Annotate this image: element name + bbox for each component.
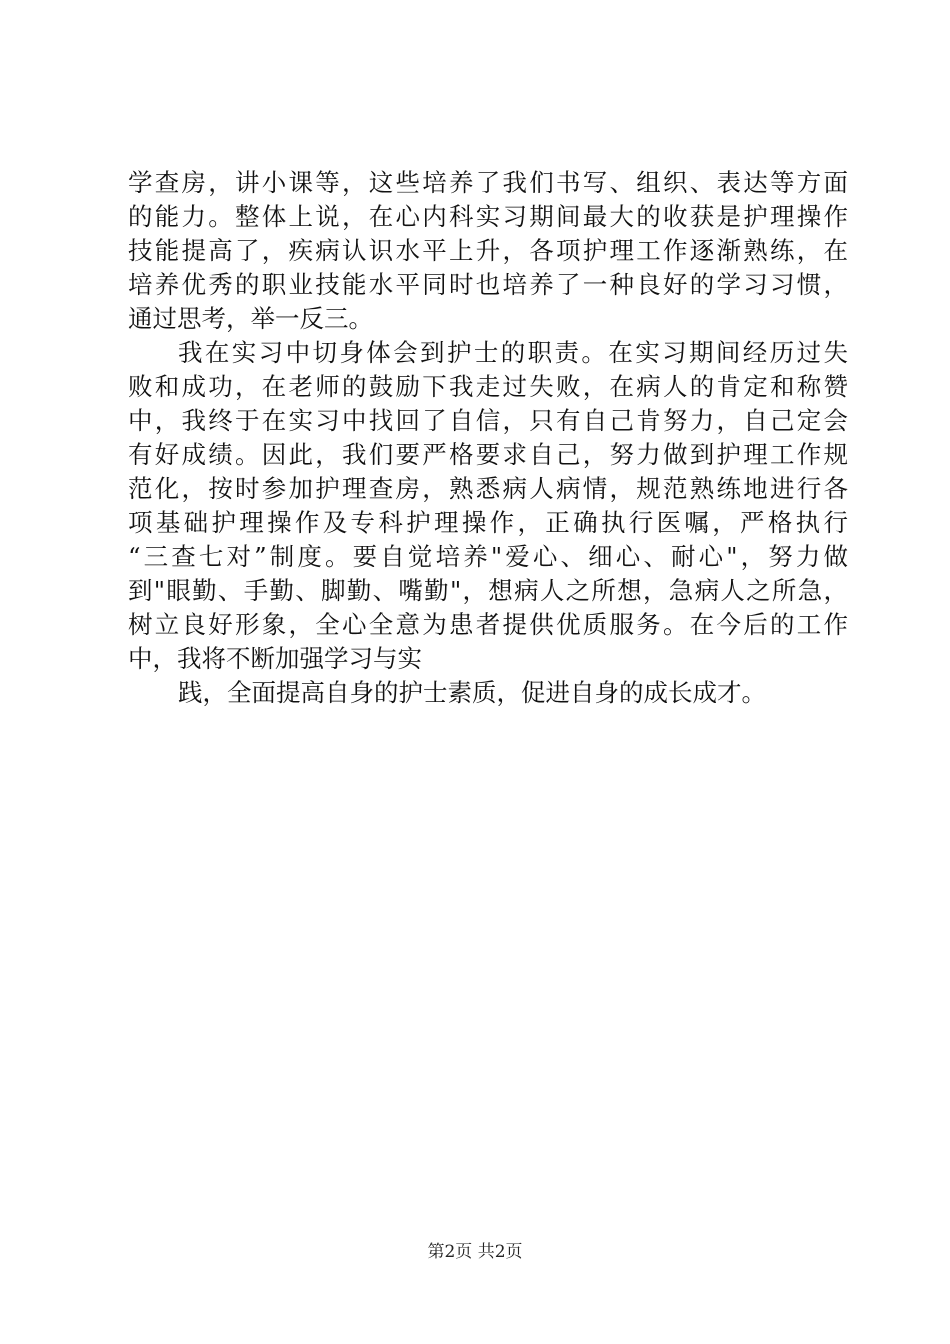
text-line: 的能力。整体上说，在心内科实习期间最大的收获是护理操作 (128, 202, 848, 231)
text-line: 中，我终于在实习中找回了自信，只有自己肯努力，自己定会 (128, 406, 848, 435)
text-line: 学查房，讲小课等，这些培养了我们书写、组织、表达等方面 (128, 168, 848, 197)
document-body (128, 166, 848, 710)
paragraph (128, 676, 848, 710)
text-line: 败和成功，在老师的鼓励下我走过失败，在病人的肯定和称赞 (128, 372, 848, 401)
paragraph (128, 336, 848, 676)
paragraph (128, 166, 848, 336)
text-line: 项基础护理操作及专科护理操作，正确执行医嘱，严格执行 (128, 508, 848, 537)
text-line: 树立良好形象，全心全意为患者提供优质服务。在今后的工作 (128, 610, 848, 639)
text-line: “三查七对”制度。要自觉培养"爱心、细心、耐心"，努力做 (128, 542, 848, 571)
text-line: 培养优秀的职业技能水平同时也培养了一种良好的学习习惯， (128, 270, 848, 299)
text-line: 范化，按时参加护理查房，熟悉病人病情，规范熟练地进行各 (128, 474, 848, 503)
text-line: 我在实习中切身体会到护士的职责。在实习期间经历过失 (178, 338, 848, 367)
text-line: 通过思考，举一反三。 (128, 304, 373, 333)
text-line: 践，全面提高自身的护士素质，促进自身的成长成才。 (178, 678, 766, 707)
text-line: 有好成绩。因此，我们要严格要求自己，努力做到护理工作规 (128, 440, 848, 469)
page-number-footer: 第2页 共2页 (427, 1242, 523, 1262)
text-line: 技能提高了，疾病认识水平上升，各项护理工作逐渐熟练，在 (128, 236, 848, 265)
text-line: 到"眼勤、手勤、脚勤、嘴勤"，想病人之所想，急病人之所急， (128, 576, 848, 605)
text-line: 中，我将不断加强学习与实 (128, 644, 422, 673)
